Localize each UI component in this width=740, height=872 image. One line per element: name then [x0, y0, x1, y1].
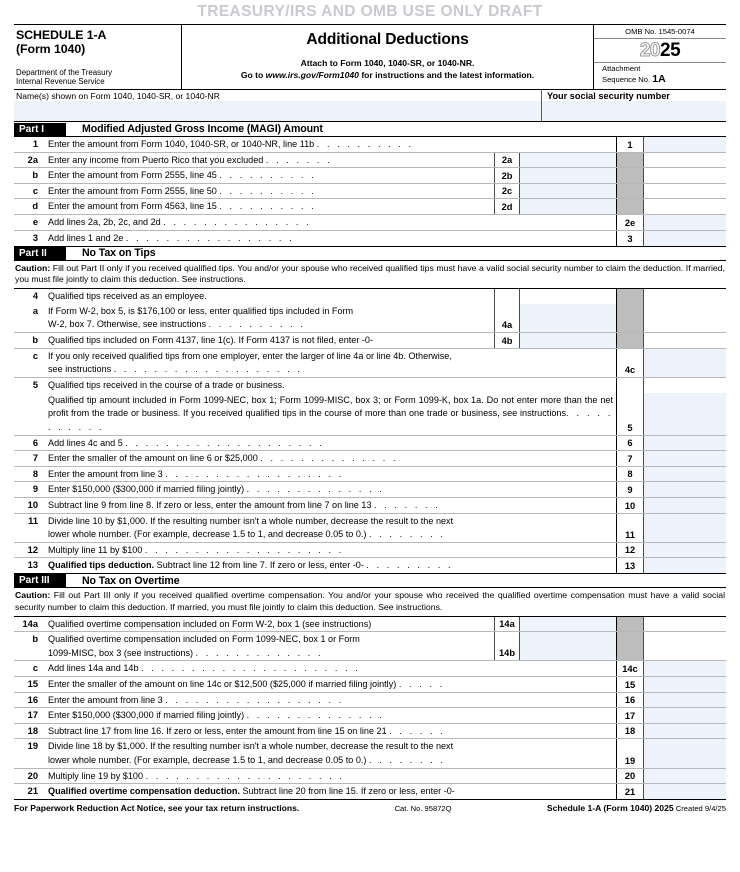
line-text: Add lines 2a, 2b, 2c, and 2d: [48, 216, 161, 227]
line-box-label: 16: [616, 693, 644, 708]
sub-box-label: [494, 289, 520, 304]
leader-dots: . . . . . . . . . . . . . .: [260, 453, 399, 464]
line-text-2: see instructions . . . . . . . . . . . . . . . . . . .: [48, 364, 303, 375]
amount-input[interactable]: [644, 769, 726, 784]
blocked-amount-cell: [644, 199, 726, 214]
masthead-center: [182, 25, 594, 89]
line-box-label: 9: [616, 482, 644, 497]
line-number: 1: [32, 139, 38, 149]
blocked-amount-cell: [644, 153, 726, 168]
line-number: 3: [32, 232, 38, 243]
table-row: [14, 708, 726, 724]
leader-dots: . . . . . . . . . .: [316, 139, 414, 149]
line-box-label: 18: [616, 724, 644, 739]
caution-label: Caution:: [15, 590, 51, 601]
amount-input[interactable]: [644, 451, 726, 466]
gray-block: [616, 168, 644, 183]
sub-amount-input[interactable]: [520, 153, 616, 168]
line-box-label: 11: [616, 514, 644, 542]
department-text: [16, 68, 177, 87]
table-row: [14, 289, 726, 304]
table-row: [14, 137, 726, 153]
line-number: 11: [28, 515, 38, 526]
sub-box-label: 2d: [494, 199, 520, 214]
table-row: [14, 333, 726, 349]
leader-dots: . . . . . . . . . . . . . .: [246, 484, 385, 495]
blocked-amount-cell: [644, 333, 726, 348]
sub-amount-input[interactable]: [520, 333, 616, 348]
amount-input[interactable]: [644, 784, 726, 799]
amount-input[interactable]: [644, 436, 726, 451]
amount-input[interactable]: [644, 558, 726, 573]
sub-amount-input: [520, 289, 616, 304]
name-label: Name(s) shown on Form 1040, 1040-SR, or 1040-NR: [16, 91, 220, 101]
blocked-amount-cell: [644, 378, 726, 393]
line-text: Enter $150,000 ($300,000 if married filing jointly): [48, 484, 245, 495]
line-text-1: If Form W-2, box 5, is $176,100 or less, enter qualified tips included in Form: [48, 305, 354, 316]
line-number: 8: [32, 468, 38, 479]
leader-dots: . . . . . . . . . . . . . .: [246, 710, 385, 721]
caution-text: Fill out Part II only if you received qualified tips. You and/or your spouse who received qualified tips must have a valid social security number to claim the deduction. If married, you must file jointly to claim this deduction. See instructions.: [15, 262, 725, 285]
line-number: 20: [27, 770, 38, 781]
line-box-label: 7: [616, 451, 644, 466]
leader-dots: . . . . . . . . . . . . . . . . . . . .: [145, 770, 345, 781]
line-box-label: 3: [616, 231, 644, 246]
leader-dots: . . . . . . . . . . . . . . . . . . . .: [125, 437, 325, 448]
line-box-label: 14c: [616, 661, 644, 676]
table-row: [14, 769, 726, 785]
table-row: [14, 378, 726, 393]
line-description: [44, 168, 494, 183]
part2-tag: Part II: [14, 247, 66, 260]
line-box-label: 2e: [616, 215, 644, 230]
part1-rows: [14, 137, 726, 246]
blocked-amount-cell: [644, 289, 726, 304]
line-text: Enter the amount from Form 2555, line 50: [48, 185, 217, 196]
line-text: Subtract line 17 from line 16. If zero or less, enter the amount from line 15 on line 21: [48, 725, 387, 736]
line-box-label: 5: [616, 393, 644, 435]
line-description: [44, 632, 494, 660]
line-description: [44, 482, 616, 497]
leader-dots: . . . . . . . . . . . . . . . . .: [125, 232, 295, 243]
table-row: [14, 632, 726, 661]
line-box-label: [616, 378, 644, 393]
caution-label: Caution:: [15, 262, 51, 273]
part2-header: [14, 246, 726, 261]
table-row: [14, 514, 726, 543]
line-number: b: [32, 335, 38, 346]
tax-year: [594, 39, 726, 61]
gray-block: [616, 304, 644, 332]
line-text: Subtract line 9 from line 8. If zero or less, enter the amount from line 7 on line 13: [48, 500, 372, 510]
line-description: [44, 543, 616, 558]
line-text: Enter the amount from Form 4563, line 15: [48, 201, 217, 212]
tax-year-digits: 25: [660, 40, 681, 61]
part3-caution: [14, 588, 726, 616]
line-description: [44, 215, 616, 230]
sub-box-label: 2c: [494, 184, 520, 199]
caution-text: Fill out Part III only if you received qualified overtime compensation. You and/or your spouse who received the qualified overtime compensation must have a valid social security number to claim this deduction. If married, you must file jointly to claim this deduction. See instructions.: [15, 590, 725, 613]
leader-dots: . . . . . . . . . .: [208, 319, 306, 330]
amount-input[interactable]: [644, 393, 726, 435]
line-box-label: 6: [616, 436, 644, 451]
line-description: [44, 498, 616, 513]
sub-box-label: 14b: [494, 632, 520, 660]
table-row: [14, 739, 726, 768]
part3-tag: Part III: [14, 574, 66, 587]
table-row: [14, 482, 726, 498]
leader-dots: . . . . . . . . . . . . . . .: [163, 216, 312, 227]
table-row: [14, 184, 726, 200]
leader-dots: . . . . .: [398, 679, 445, 690]
line-text: Add lines 1 and 2e: [48, 232, 124, 243]
line-text-block: Qualified tip amount included in Form 1099-NEC, box 1; Form 1099-MISC, box 3; or Form 1099-K, box 1a. Do not enter more than the net profit from the trade or business. If you received qualified tips in the course of more than one trade or business, see instructions. . . . . . . . . . .: [48, 394, 613, 433]
line-box-label: 21: [616, 784, 644, 799]
line-description: [44, 558, 616, 573]
line-box-label: 4c: [616, 349, 644, 377]
schedule-form-ref: (Form 1040): [16, 42, 86, 57]
line-box-label: 19: [616, 739, 644, 767]
sub-amount-input[interactable]: [520, 632, 616, 660]
line-description: [44, 677, 616, 692]
part3-title: No Tax on Overtime: [82, 574, 180, 587]
line-text: Enter the amount from Form 1040, 1040-SR, or 1040-NR, line 11b: [48, 139, 315, 149]
leader-dots: . . . . . . . . . . .: [48, 408, 613, 433]
gray-block: [616, 184, 644, 199]
name-field[interactable]: [14, 90, 542, 121]
line-text-1: Qualified overtime compensation included on Form 1099-NEC, box 1 or Form: [48, 634, 360, 645]
line-number: 21: [27, 786, 38, 797]
leader-dots: . . . . . . . . . . . . . . . . . . . . . .: [141, 663, 361, 674]
leader-dots: . . . . . . . . . .: [219, 185, 317, 196]
leader-dots: . . . . . .: [389, 725, 446, 736]
attach-to-line: Attach to Form 1040, 1040-SR, or 1040-NR.: [300, 58, 475, 68]
line-number: c: [32, 350, 38, 361]
line-text: Subtract line 20 from line 15. If zero or less, enter -0-: [240, 786, 455, 797]
table-row: [14, 617, 726, 633]
table-row: [14, 467, 726, 483]
part2-rows: [14, 289, 726, 574]
line-text-1: If you only received qualified tips from one employer, enter the larger of line 4a or line 4b. Otherwise,: [48, 350, 452, 361]
line-box-label: 10: [616, 498, 644, 513]
table-row: [14, 304, 726, 333]
line-description: Qualified overtime compensation included on Form W-2, box 1 (see instructions): [48, 618, 372, 629]
amount-input[interactable]: [644, 349, 726, 377]
line-text: Add lines 14a and 14b: [48, 663, 139, 674]
line-number: a: [32, 305, 38, 316]
table-row: [14, 543, 726, 559]
line-text: Enter the amount from line 3: [48, 694, 163, 705]
line-description: [44, 467, 616, 482]
line-number: e: [32, 216, 38, 227]
gray-block: [616, 153, 644, 168]
leader-dots: . . . . . . . . . . . . . . . . . .: [165, 468, 344, 479]
leader-dots: . . . . . . . . .: [366, 560, 454, 571]
gray-block: [616, 289, 644, 304]
part1-title: Modified Adjusted Gross Income (MAGI) Amount: [82, 123, 323, 135]
line-number: 19: [27, 741, 38, 752]
line-description: [44, 393, 616, 435]
footer-schedule-ref: [547, 803, 726, 813]
blocked-amount-cell: [644, 168, 726, 183]
line-description: [44, 199, 494, 214]
goto-prefix: Go to: [240, 69, 266, 80]
line-number: 10: [27, 500, 38, 510]
sequence-no-label: Sequence No.: [602, 75, 653, 85]
line-number: c: [32, 185, 38, 196]
gray-block: [616, 199, 644, 214]
line-number: 18: [27, 725, 38, 736]
line-box-label: 12: [616, 543, 644, 558]
amount-input[interactable]: [644, 708, 726, 723]
form-title: Additional Deductions: [306, 31, 469, 48]
leader-dots: . . . . . . . . . .: [219, 170, 317, 181]
line-box-label: 15: [616, 677, 644, 692]
line-number: 16: [27, 694, 38, 705]
leader-dots: . . . . . . . . . . . . . . . . . .: [165, 694, 344, 705]
sub-box-label: 2a: [494, 153, 520, 168]
line-number: c: [32, 663, 38, 674]
sub-box-label: 4b: [494, 333, 520, 348]
line-text-2: 1099-MISC, box 3 (see instructions) . . . . . . . . . . . . .: [48, 647, 324, 658]
department-line1: Department of the Treasury: [16, 67, 113, 77]
part1-tag: Part I: [14, 123, 66, 136]
line-description: [44, 739, 616, 767]
blocked-amount-cell: [644, 184, 726, 199]
catalog-number: Cat. No. 95872Q: [394, 804, 452, 814]
line-number: 14a: [22, 618, 38, 629]
sub-amount-input[interactable]: [520, 617, 616, 632]
tax-year-century: 20: [639, 40, 660, 61]
line-number: 12: [27, 544, 38, 555]
line-number: b: [32, 634, 38, 645]
line-text: Enter $150,000 ($300,000 if married filing jointly): [48, 710, 245, 721]
line-text-1: Divide line 10 by $1,000. If the resulting number isn't a whole number, decrease the result to the next: [48, 515, 454, 526]
line-description: [44, 784, 616, 799]
attachment-sequence: [594, 62, 726, 86]
form-footer: [14, 799, 726, 813]
line-text: Enter the amount from Form 2555, line 45: [48, 170, 217, 181]
form-body: [14, 24, 726, 813]
line-description: [44, 708, 616, 723]
line-description: Qualified tips received in the course of a trade or business.: [48, 379, 285, 390]
sequence-no-value: 1A: [652, 73, 666, 86]
line-text-bold: Qualified overtime compensation deduction.: [48, 786, 241, 797]
line-text-2: W-2, box 7. Otherwise, see instructions . . . . . . . . . .: [48, 319, 306, 330]
line-number: 5: [32, 379, 38, 390]
line-description: [44, 153, 494, 168]
line-number: 4: [32, 290, 38, 301]
line-description: [44, 349, 616, 377]
line-description: [44, 769, 616, 784]
line-text-1: Divide line 18 by $1,000. If the resulting number isn't a whole number, decrease the result to the next: [48, 741, 454, 752]
amount-input[interactable]: [644, 137, 726, 152]
schedule-title: [16, 28, 177, 57]
blocked-amount-cell: [644, 304, 726, 332]
table-row: [14, 498, 726, 514]
line-number: 2a: [27, 154, 38, 165]
goto-line: [188, 70, 587, 82]
sub-amount-input[interactable]: [520, 199, 616, 214]
schedule-ref-text: Schedule 1-A (Form 1040) 2025: [546, 803, 674, 814]
leader-dots: . . . . . . .: [265, 154, 333, 165]
table-row: [14, 693, 726, 709]
sub-box-label: 4a: [494, 304, 520, 332]
line-number: b: [32, 170, 38, 181]
line-description: [44, 724, 616, 739]
line-text-2: lower whole number. (For example, decrease 1.5 to 1, and decrease 0.05 to 0.) . . . . . . . .: [48, 529, 446, 540]
leader-dots: . . . . . . . . . . . . . . . . . . .: [113, 364, 303, 375]
schedule-name: SCHEDULE 1-A: [16, 28, 107, 42]
masthead-left: [14, 25, 182, 89]
line-box-label: 1: [616, 137, 644, 152]
gray-block: [616, 617, 644, 632]
line-box-label: 13: [616, 558, 644, 573]
amount-input[interactable]: [644, 677, 726, 692]
department-line2: Internal Revenue Service: [16, 77, 105, 87]
line-text: Enter the smaller of the amount on line 6 or $25,000: [48, 453, 258, 464]
sub-amount-input[interactable]: [520, 168, 616, 183]
masthead-right: [594, 25, 726, 89]
gray-block: [616, 333, 644, 348]
ssn-label: Your social security number: [547, 91, 670, 101]
table-row: [14, 199, 726, 215]
line-box-label: 8: [616, 467, 644, 482]
sub-amount-input[interactable]: [520, 304, 616, 332]
amount-input[interactable]: [644, 467, 726, 482]
draft-watermark: TREASURY/IRS AND OMB USE ONLY DRAFT: [197, 3, 543, 20]
table-row: [14, 558, 726, 573]
amount-input[interactable]: [644, 498, 726, 513]
line-text: Enter any income from Puerto Rico that you excluded: [48, 154, 264, 165]
table-row: [14, 168, 726, 184]
omb-number: OMB No. 1545-0074: [594, 25, 726, 39]
table-row: [14, 661, 726, 677]
line-description: [44, 304, 494, 332]
line-number: 15: [27, 679, 38, 690]
table-row: [14, 784, 726, 799]
table-row: [14, 436, 726, 452]
line-number: 7: [32, 453, 38, 464]
line-description: [44, 661, 616, 676]
table-row: [14, 451, 726, 467]
line-text: Enter the smaller of the amount on line 14c or $12,500 ($25,000 if married filing jointly): [48, 679, 397, 690]
form-masthead: [14, 24, 726, 90]
sub-box-label: 14a: [494, 617, 520, 632]
line-text: Multiply line 11 by $100: [48, 544, 143, 555]
table-row: [14, 215, 726, 231]
ssn-field[interactable]: [542, 90, 726, 121]
line-text: Subtract line 12 from line 7. If zero or less, enter -0-: [154, 560, 364, 571]
line-box-label: 17: [616, 708, 644, 723]
line-text-bold: Qualified tips deduction.: [48, 560, 155, 571]
amount-input[interactable]: [644, 693, 726, 708]
amount-input[interactable]: [644, 661, 726, 676]
irs-url[interactable]: www.irs.gov/Form1040: [265, 69, 359, 80]
line-description: [44, 451, 616, 466]
line-number: 17: [27, 710, 38, 721]
name-ssn-row: [14, 90, 726, 122]
line-description: [44, 693, 616, 708]
sub-box-label: 2b: [494, 168, 520, 183]
table-row: [14, 393, 726, 436]
table-row: [14, 349, 726, 378]
line-description: Qualified tips included on Form 4137, line 1(c). If Form 4137 is not filed, enter -0-: [48, 335, 374, 346]
attach-instructions: [188, 58, 587, 82]
line-description: [44, 184, 494, 199]
line-text: Add lines 4c and 5: [48, 437, 123, 448]
part3-header: [14, 573, 726, 588]
leader-dots: . . . . . . . .: [369, 529, 446, 540]
created-date: Created 9/4/25: [673, 804, 726, 814]
line-number: [14, 393, 44, 435]
amount-input[interactable]: [644, 724, 726, 739]
part3-rows: [14, 617, 726, 800]
line-box-label: 20: [616, 769, 644, 784]
leader-dots: . . . . . . . . . .: [219, 201, 317, 212]
table-row: [14, 724, 726, 740]
line-number: 6: [32, 437, 38, 448]
line-description: [44, 137, 616, 152]
gray-block: [616, 632, 644, 660]
part1-header: [14, 122, 726, 137]
blocked-amount-cell: [644, 632, 726, 660]
line-description: [44, 231, 616, 246]
line-description: [44, 436, 616, 451]
table-row: [14, 153, 726, 169]
leader-dots: . . . . . . . . . . . . . . . . . . . .: [144, 544, 344, 555]
table-row: [14, 231, 726, 246]
part2-title: No Tax on Tips: [82, 247, 156, 260]
table-row: [14, 677, 726, 693]
amount-input[interactable]: [644, 739, 726, 767]
amount-input[interactable]: [644, 231, 726, 246]
line-description: [44, 514, 616, 542]
sub-amount-input[interactable]: [520, 184, 616, 199]
leader-dots: . . . . . . .: [374, 500, 441, 510]
amount-input[interactable]: [644, 514, 726, 542]
leader-dots: . . . . . . . . . . . . .: [195, 647, 324, 658]
attachment-label: Attachment: [602, 64, 641, 73]
leader-dots: . . . . . . . .: [369, 755, 446, 766]
line-number: 13: [27, 560, 38, 571]
line-description: Qualified tips received as an employee.: [48, 290, 207, 301]
line-text: Multiply line 19 by $100: [48, 770, 144, 781]
amount-input[interactable]: [644, 482, 726, 497]
goto-suffix: for instructions and the latest information.: [358, 69, 535, 80]
line-text-2: lower whole number. (For example, decrease 1.5 to 1, and decrease 0.05 to 0.) . . . . . . . .: [48, 755, 446, 766]
amount-input[interactable]: [644, 543, 726, 558]
amount-input[interactable]: [644, 215, 726, 230]
line-number: 9: [32, 484, 38, 495]
blocked-amount-cell: [644, 617, 726, 632]
line-number: d: [32, 201, 38, 212]
paperwork-notice: For Paperwork Reduction Act Notice, see your tax return instructions.: [14, 803, 300, 814]
line-text: Enter the amount from line 3: [48, 468, 163, 479]
part2-caution: [14, 261, 726, 289]
